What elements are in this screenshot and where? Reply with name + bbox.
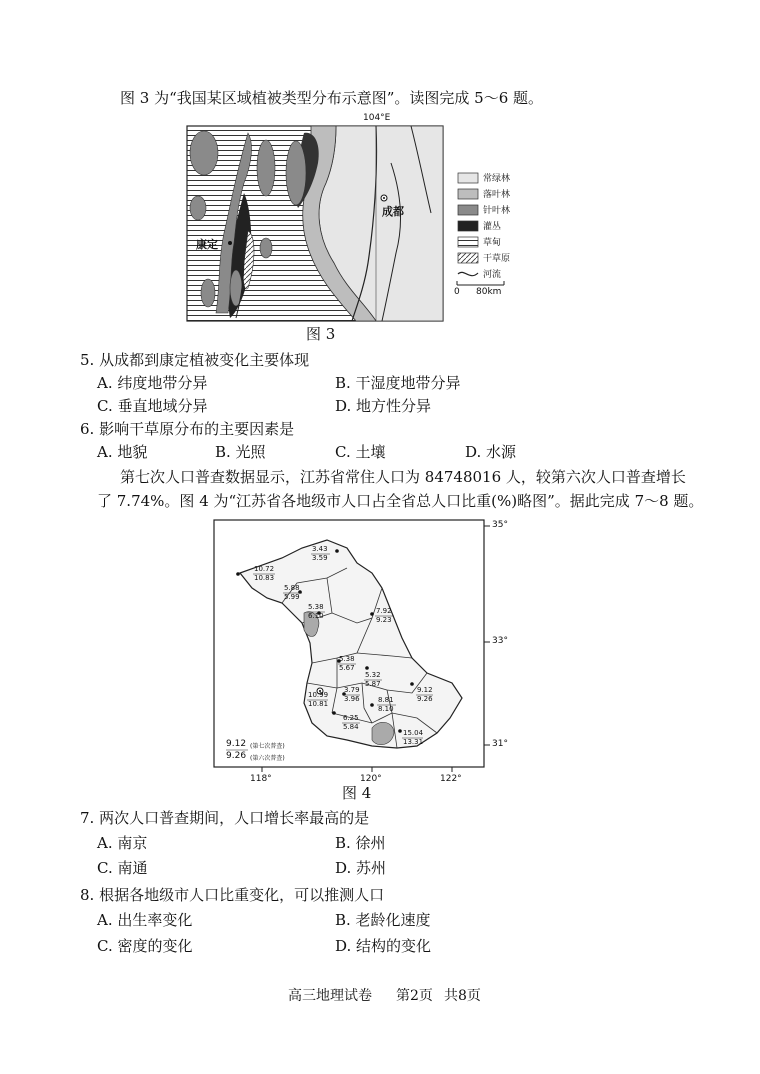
intro-text-2-line1: 第七次人口普查数据显示，江苏省常住人口为 84748016 人，较第六次人口普查增长: [120, 468, 686, 486]
lon-120: 120°: [360, 774, 382, 784]
city-label-bottom: 5.87: [365, 680, 381, 688]
city-label-bottom: 8.10: [378, 705, 394, 713]
q5-option-c: C. 垂直地域分异: [97, 397, 208, 415]
q6-option-c: C. 土壤: [335, 443, 386, 461]
footer-title: 高三地理试卷: [288, 988, 372, 1004]
kangding-label: 康定: [196, 238, 218, 251]
q5-option-b: B. 干湿度地带分异: [335, 374, 461, 392]
legend-evergreen: 常绿林: [483, 174, 511, 184]
legend-meadow: 草甸: [483, 238, 502, 248]
figure3-caption: 图 3: [306, 325, 336, 343]
q7-option-a: A. 南京: [97, 834, 148, 852]
q5-option-a: A. 纬度地带分异: [97, 374, 208, 392]
map2-legend-bottom-note: (第六次普查): [250, 755, 285, 762]
jiangsu-map: [212, 518, 512, 790]
figure4-caption: 图 4: [342, 784, 372, 802]
q8-option-a: A. 出生率变化: [97, 911, 193, 929]
q8-stem: 8. 根据各地级市人口比重变化，可以推测人口: [80, 886, 385, 904]
city-label-bottom: 5.67: [339, 664, 355, 672]
city-label-top: 9.12: [417, 686, 433, 694]
q6-option-b: B. 光照: [215, 443, 266, 461]
city-label-bottom: 9.23: [376, 616, 392, 624]
city-label-top: 15.04: [403, 729, 424, 737]
legend-deciduous: 落叶林: [483, 190, 511, 200]
vegetation-map-svg: [186, 113, 526, 325]
city-label-top: 5.38: [339, 655, 355, 663]
q7-stem: 7. 两次人口普查期间，人口增长率最高的是: [80, 809, 370, 827]
kangding-point: [228, 241, 232, 245]
city-label-top: 10.99: [308, 691, 329, 699]
conifer-patch-1: [190, 131, 218, 175]
city-label-top: 5.32: [365, 671, 381, 679]
vegetation-map: [186, 113, 526, 325]
conifer-patch-5: [260, 238, 272, 258]
scale-80km: 80km: [476, 287, 502, 297]
city-label-bottom: 13.31: [403, 738, 424, 746]
intro-text-1: 图 3 为“我国某区域植被类型分布示意图”。读图完成 5～6 题。: [120, 89, 544, 107]
chengdu-label: 成都: [382, 205, 404, 218]
lon-118: 118°: [250, 774, 272, 784]
map2-legend-top-note: (第七次普查): [250, 743, 285, 750]
q8-option-b: B. 老龄化速度: [335, 911, 431, 929]
lat-31: 31°: [492, 739, 508, 749]
legend-river: 河流: [483, 270, 502, 280]
q6-option-d: D. 水源: [465, 443, 517, 461]
city-label-bottom: 5.84: [343, 723, 359, 731]
q8-option-d: D. 结构的变化: [335, 937, 432, 955]
legend-conifer: 针叶林: [483, 206, 511, 216]
city-label-top: 8.81: [378, 696, 394, 704]
conifer-patch-3: [257, 140, 275, 196]
city-label-bottom: 10.81: [308, 700, 329, 708]
lon-122: 122°: [440, 774, 462, 784]
q5-stem: 5. 从成都到康定植被变化主要体现: [80, 351, 310, 369]
city-label-bottom: 3.96: [344, 695, 360, 703]
city-label-bottom: 9.26: [417, 695, 433, 703]
footer-page: 第2页: [396, 988, 433, 1004]
q7-option-d: D. 苏州: [335, 859, 387, 877]
conifer-patch-6: [201, 279, 215, 307]
city-label-bottom: 3.59: [312, 554, 328, 562]
conifer-patch-2: [190, 196, 206, 220]
city-label-bottom: 6.10: [308, 612, 324, 620]
city-label-top: 5.38: [308, 603, 324, 611]
intro-text-2-line2: 了 7.74%。图 4 为“江苏省各地级市人口占全省总人口比重(%)略图”。据此完成 7～8 题。: [97, 492, 704, 510]
lon-104-label: 104°E: [363, 113, 391, 123]
lat-35: 35°: [492, 520, 508, 530]
city-label-top: 6.25: [343, 714, 359, 722]
map2-legend-bottom-value: 9.26: [226, 751, 247, 761]
footer-total: 共8页: [444, 988, 481, 1004]
q7-option-b: B. 徐州: [335, 834, 386, 852]
legend-shrub: 灌丛: [483, 222, 502, 232]
city-label-bottom: 5.99: [284, 593, 300, 601]
city-label-top: 10.72: [254, 565, 275, 573]
q7-option-c: C. 南通: [97, 859, 148, 877]
city-label-top: 3.43: [312, 545, 328, 553]
legend-steppe: 干草原: [483, 254, 511, 264]
q5-option-d: D. 地方性分异: [335, 397, 432, 415]
city-label-top: 7.92: [376, 607, 392, 615]
city-label-top: 5.88: [284, 584, 300, 592]
city-label-bottom: 10.83: [254, 574, 275, 582]
q8-option-c: C. 密度的变化: [97, 937, 193, 955]
map2-legend-top-value: 9.12: [226, 739, 247, 749]
q6-option-a: A. 地貌: [97, 443, 148, 461]
city-label-top: 3.79: [344, 686, 360, 694]
scale-zero: 0: [454, 287, 460, 297]
lat-33: 33°: [492, 636, 508, 646]
q6-stem: 6. 影响干草原分布的主要因素是: [80, 420, 295, 438]
conifer-patch-4: [286, 141, 306, 205]
